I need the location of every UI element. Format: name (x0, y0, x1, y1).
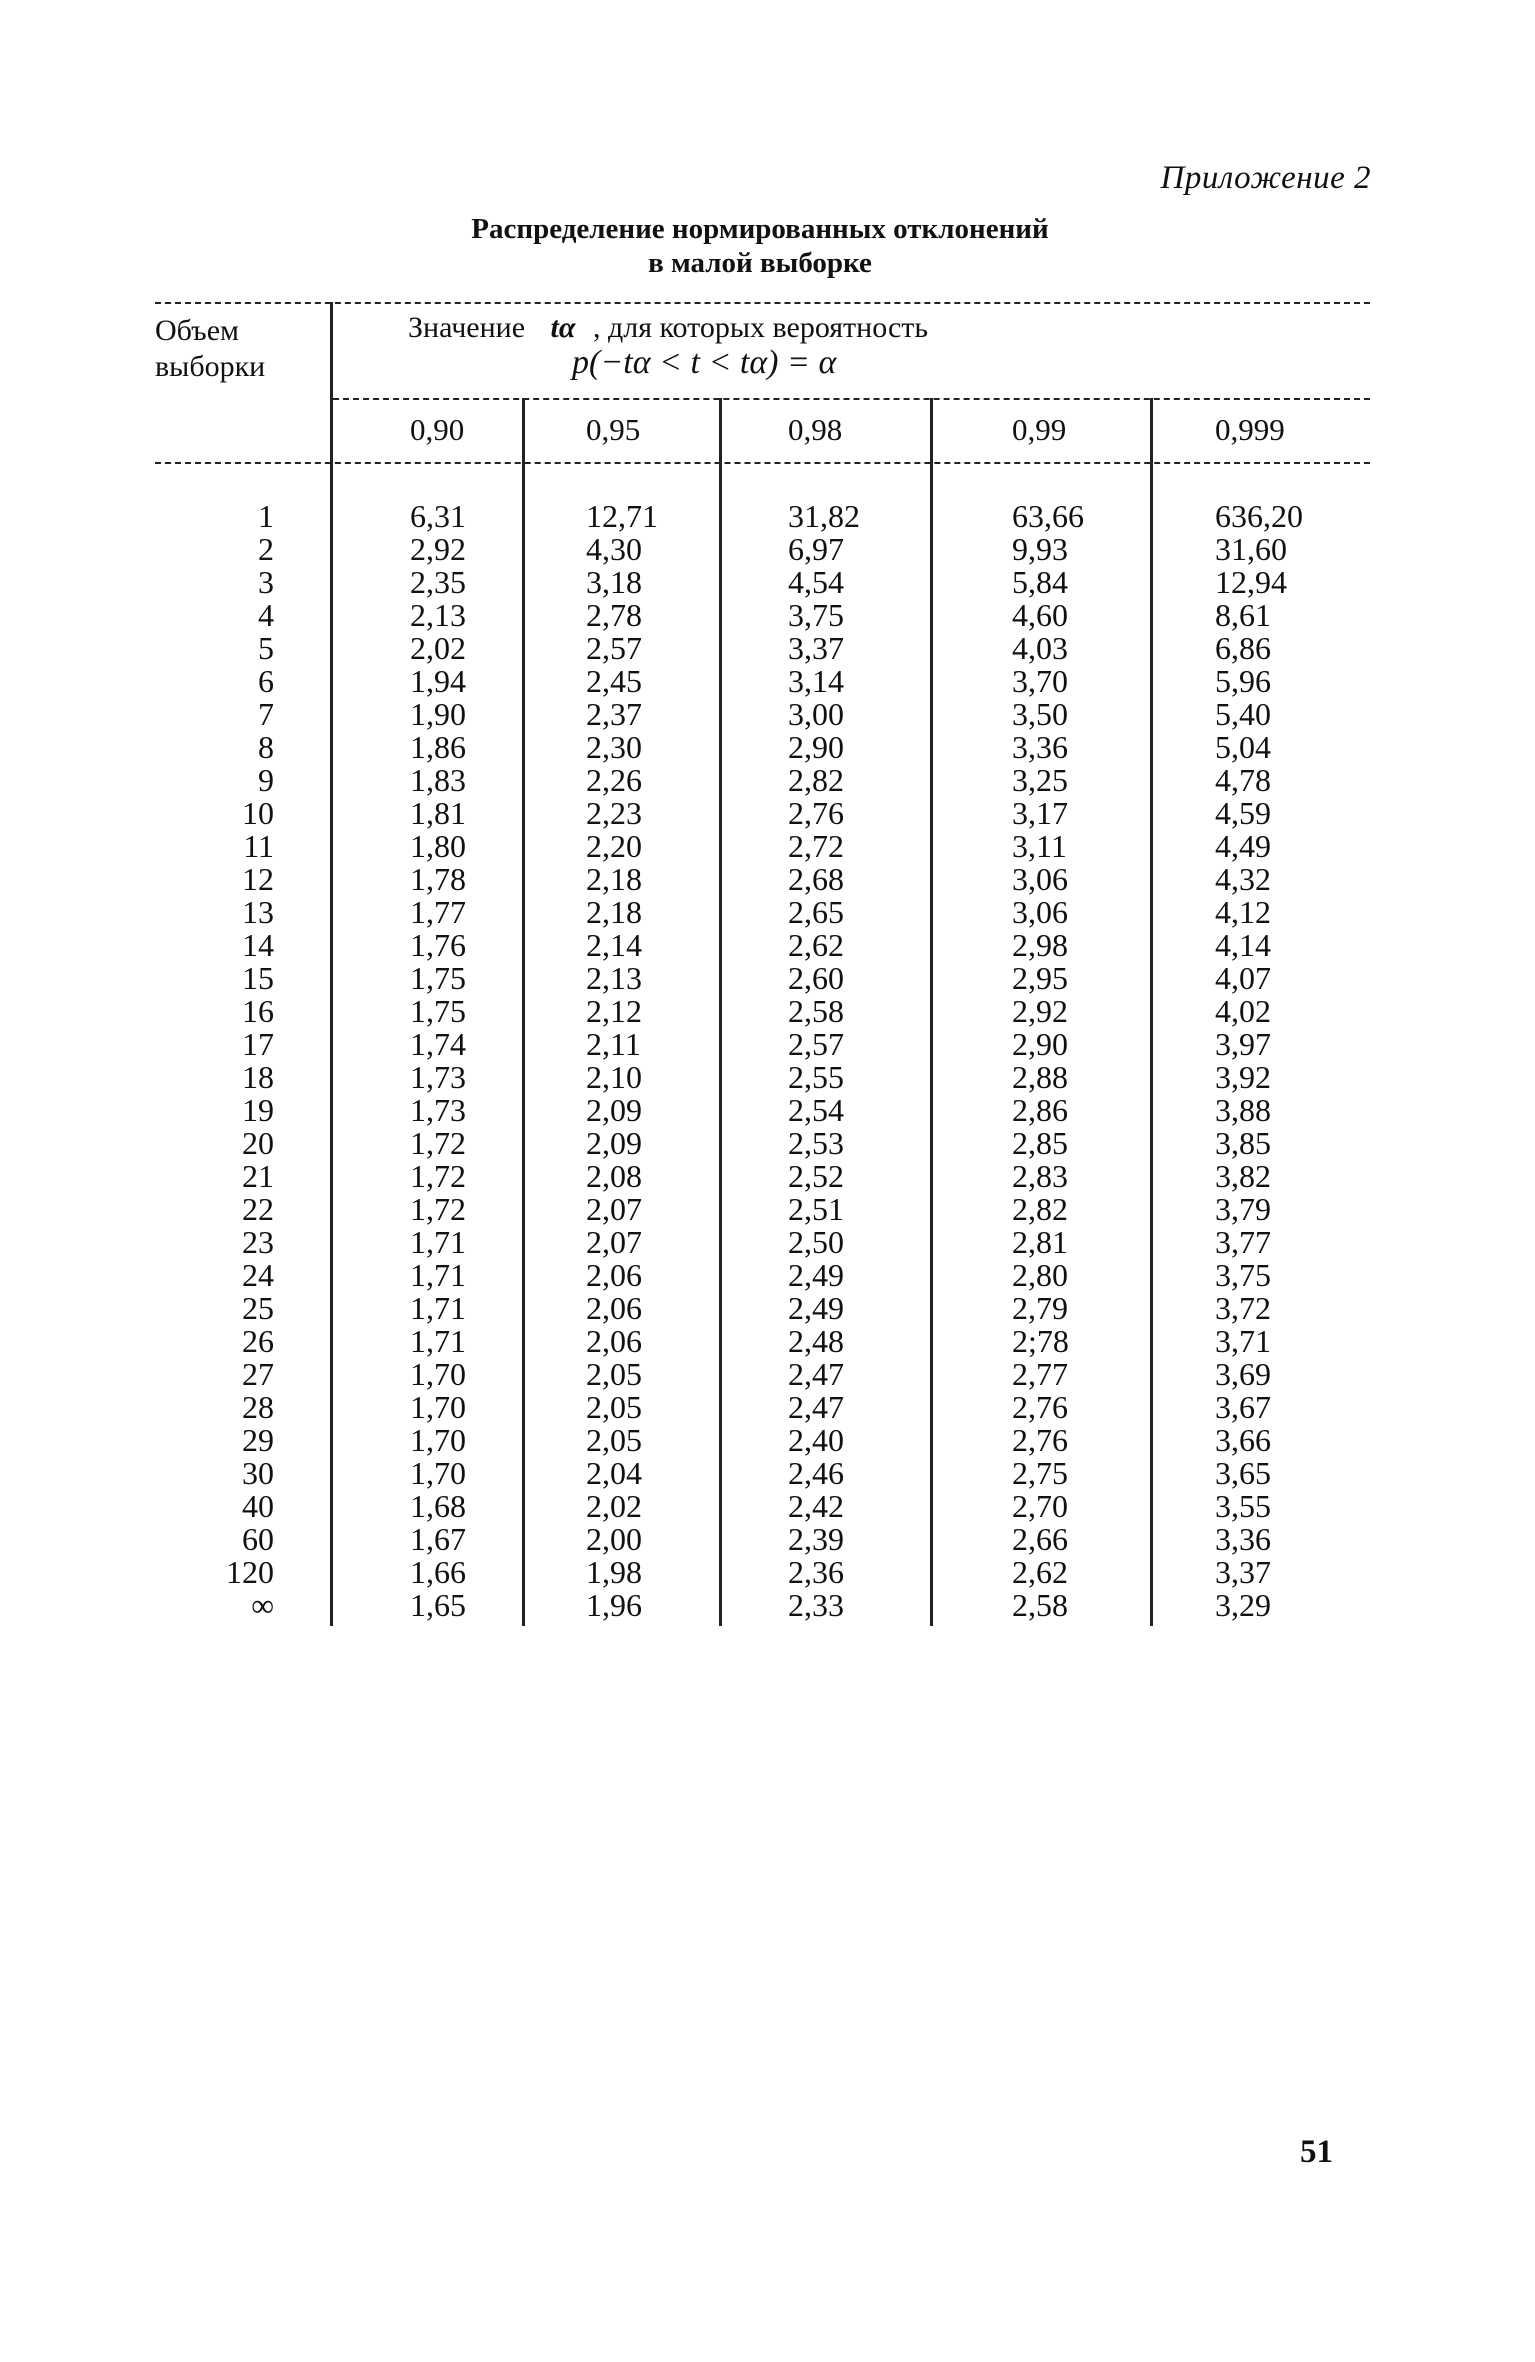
value-cell: 1,71 (410, 1257, 466, 1293)
value-cell: 2,00 (586, 1521, 642, 1557)
value-cell: 1,71 (410, 1290, 466, 1326)
value-cell: 2,76 (788, 795, 844, 831)
sample-size-cell: 20 (242, 1125, 274, 1161)
value-cell: 1,81 (410, 795, 466, 831)
value-cell: 2,48 (788, 1323, 844, 1359)
value-cell: 2,06 (586, 1257, 642, 1293)
sample-size-cell: 9 (258, 762, 274, 798)
value-cell: 4,03 (1012, 630, 1068, 666)
value-cell: 1,68 (410, 1488, 466, 1524)
value-cell: 2,92 (410, 531, 466, 567)
value-cell: 2,08 (586, 1158, 642, 1194)
sample-size-cell: 26 (242, 1323, 274, 1359)
value-cell: 2,80 (1012, 1257, 1068, 1293)
value-cell: 2,49 (788, 1290, 844, 1326)
value-cell: 2,90 (1012, 1026, 1068, 1062)
probability-formula: p(−tα < t < tα) = α (572, 344, 837, 381)
value-cell: 4,12 (1215, 894, 1271, 930)
sample-size-cell: 21 (242, 1158, 274, 1194)
value-cell: 3,29 (1215, 1587, 1271, 1623)
value-cell: 1,71 (410, 1323, 466, 1359)
value-cell: 1,83 (410, 762, 466, 798)
value-cell: 2,62 (788, 927, 844, 963)
value-cell: 6,97 (788, 531, 844, 567)
value-cell: 2,18 (586, 894, 642, 930)
value-cell: 2,81 (1012, 1224, 1068, 1260)
sample-size-cell: 23 (242, 1224, 274, 1260)
sample-size-cell: 40 (242, 1488, 274, 1524)
value-cell: 2,50 (788, 1224, 844, 1260)
sample-size-cell: 22 (242, 1191, 274, 1227)
sample-size-cell: 15 (242, 960, 274, 996)
value-cell: 3,75 (1215, 1257, 1271, 1293)
sample-size-cell: 4 (258, 597, 274, 633)
value-cell: 4,14 (1215, 927, 1271, 963)
sample-size-cell: 12 (242, 861, 274, 897)
sample-size-cell: 120 (226, 1554, 274, 1590)
sample-size-header (155, 313, 265, 385)
value-cell: 2,20 (586, 828, 642, 864)
value-cell: 3,18 (586, 564, 642, 600)
value-cell: 12,94 (1215, 564, 1287, 600)
value-cell: 2,98 (1012, 927, 1068, 963)
value-cell: 31,82 (788, 498, 860, 534)
value-cell: 3,82 (1215, 1158, 1271, 1194)
value-cell: 2,70 (1012, 1488, 1068, 1524)
value-cell: 2,09 (586, 1092, 642, 1128)
value-cell: 1,71 (410, 1224, 466, 1260)
value-cell: 2,65 (788, 894, 844, 930)
value-cell: 1,73 (410, 1092, 466, 1128)
sample-size-cell: 17 (242, 1026, 274, 1062)
value-cell: 2,02 (586, 1488, 642, 1524)
value-cell: 3,25 (1012, 762, 1068, 798)
value-cell: 1,86 (410, 729, 466, 765)
value-cell: 1,90 (410, 696, 466, 732)
value-cell: 3,88 (1215, 1092, 1271, 1128)
page-title (380, 212, 1140, 280)
sample-size-cell: 7 (258, 696, 274, 732)
value-cell: 2,13 (410, 597, 466, 633)
value-cell: 6,31 (410, 498, 466, 534)
value-cell: 2,06 (586, 1323, 642, 1359)
value-cell: 8,61 (1215, 597, 1271, 633)
value-cell: 2,77 (1012, 1356, 1068, 1392)
sample-size-header-line-1: Объем (155, 314, 239, 347)
value-cell: 2,53 (788, 1125, 844, 1161)
sample-size-cell: 28 (242, 1389, 274, 1425)
value-cell: 2,39 (788, 1521, 844, 1557)
value-cell: 2,82 (1012, 1191, 1068, 1227)
value-cell: 2,07 (586, 1224, 642, 1260)
sample-size-cell: 29 (242, 1422, 274, 1458)
value-cell: 2,57 (586, 630, 642, 666)
value-column-0.99 (1012, 500, 1084, 1622)
value-cell: 4,30 (586, 531, 642, 567)
value-cell: 2,36 (788, 1554, 844, 1590)
value-cell: 2,46 (788, 1455, 844, 1491)
value-cell: 3,00 (788, 696, 844, 732)
value-cell: 2,18 (586, 861, 642, 897)
value-cell: 1,75 (410, 960, 466, 996)
column-header-0.90: 0,90 (410, 412, 465, 447)
value-cell: 2,06 (586, 1290, 642, 1326)
value-cell: 2,83 (1012, 1158, 1068, 1194)
value-cell: 2,62 (1012, 1554, 1068, 1590)
value-cell: 1,72 (410, 1125, 466, 1161)
value-cell: 1,67 (410, 1521, 466, 1557)
value-cell: 3,06 (1012, 861, 1068, 897)
sample-size-cell: 1 (258, 498, 274, 534)
sample-size-cell: 25 (242, 1290, 274, 1326)
value-column-0.999 (1215, 500, 1303, 1622)
value-cell: 2,35 (410, 564, 466, 600)
value-cell: 2,92 (1012, 993, 1068, 1029)
value-cell: 2,04 (586, 1455, 642, 1491)
value-column-0.95 (586, 500, 658, 1622)
sample-size-column (150, 500, 274, 1622)
value-cell: 3,17 (1012, 795, 1068, 831)
value-cell: 6,86 (1215, 630, 1271, 666)
subheader-rule (333, 398, 1370, 400)
value-cell: 1,70 (410, 1455, 466, 1491)
value-cell: 2,66 (1012, 1521, 1068, 1557)
sample-size-cell: ∞ (251, 1587, 274, 1623)
value-column-0.98 (788, 500, 860, 1622)
value-cell: 2,05 (586, 1389, 642, 1425)
value-cell: 63,66 (1012, 498, 1084, 534)
value-cell: 1,70 (410, 1389, 466, 1425)
value-cell: 1,98 (586, 1554, 642, 1590)
value-cell: 3,50 (1012, 696, 1068, 732)
appendix-label: Приложение 2 (1160, 160, 1371, 196)
value-cell: 1,78 (410, 861, 466, 897)
value-cell: 3,79 (1215, 1191, 1271, 1227)
header-top-rule (155, 302, 1370, 304)
value-cell: 9,93 (1012, 531, 1068, 567)
value-cell: 2,45 (586, 663, 642, 699)
sample-size-cell: 3 (258, 564, 274, 600)
value-cell: 2,57 (788, 1026, 844, 1062)
span-header-prefix: Значение (408, 311, 526, 344)
column-header-0.95: 0,95 (586, 412, 641, 447)
value-cell: 3,75 (788, 597, 844, 633)
value-cell: 31,60 (1215, 531, 1287, 567)
divider-col-2 (719, 398, 722, 1626)
value-cell: 2,26 (586, 762, 642, 798)
value-cell: 2,68 (788, 861, 844, 897)
value-cell: 1,80 (410, 828, 466, 864)
sample-size-cell: 2 (258, 531, 274, 567)
value-cell: 2,05 (586, 1422, 642, 1458)
value-cell: 2,42 (788, 1488, 844, 1524)
value-cell: 2,23 (586, 795, 642, 831)
sample-size-cell: 10 (242, 795, 274, 831)
value-cell: 4,07 (1215, 960, 1271, 996)
value-cell: 4,60 (1012, 597, 1068, 633)
value-cell: 5,40 (1215, 696, 1271, 732)
value-cell: 2,37 (586, 696, 642, 732)
value-cell: 5,96 (1215, 663, 1271, 699)
value-cell: 2,33 (788, 1587, 844, 1623)
sample-size-cell: 27 (242, 1356, 274, 1392)
header-bottom-rule (155, 462, 1370, 464)
value-cell: 2,72 (788, 828, 844, 864)
value-cell: 3,14 (788, 663, 844, 699)
value-cell: 2,13 (586, 960, 642, 996)
value-cell: 2,58 (788, 993, 844, 1029)
value-cell: 2,47 (788, 1389, 844, 1425)
value-cell: 2,75 (1012, 1455, 1068, 1491)
value-cell: 3,85 (1215, 1125, 1271, 1161)
sample-size-cell: 16 (242, 993, 274, 1029)
value-cell: 12,71 (586, 498, 658, 534)
value-cell: 2,60 (788, 960, 844, 996)
divider-sizes (330, 302, 333, 1626)
value-cell: 5,84 (1012, 564, 1068, 600)
value-cell: 1,70 (410, 1356, 466, 1392)
value-cell: 2,88 (1012, 1059, 1068, 1095)
value-cell: 2,55 (788, 1059, 844, 1095)
value-cell: 2,52 (788, 1158, 844, 1194)
value-cell: 1,75 (410, 993, 466, 1029)
page-number: 51 (1300, 2134, 1333, 2170)
value-cell: 1,65 (410, 1587, 466, 1623)
value-cell: 4,54 (788, 564, 844, 600)
value-cell: 4,78 (1215, 762, 1271, 798)
value-cell: 3,67 (1215, 1389, 1271, 1425)
value-cell: 2,76 (1012, 1389, 1068, 1425)
column-header-0.99: 0,99 (1012, 412, 1067, 447)
value-cell: 2,40 (788, 1422, 844, 1458)
value-cell: 2,58 (1012, 1587, 1068, 1623)
value-cell: 2,76 (1012, 1422, 1068, 1458)
value-cell: 2,07 (586, 1191, 642, 1227)
column-header-0.98: 0,98 (788, 412, 843, 447)
value-cell: 2,82 (788, 762, 844, 798)
sample-size-cell: 14 (242, 927, 274, 963)
value-cell: 1,72 (410, 1158, 466, 1194)
divider-col-3 (930, 398, 933, 1626)
value-cell: 3,77 (1215, 1224, 1271, 1260)
value-cell: 3,97 (1215, 1026, 1271, 1062)
value-cell: 3,66 (1215, 1422, 1271, 1458)
value-cell: 3,69 (1215, 1356, 1271, 1392)
value-cell: 3,36 (1012, 729, 1068, 765)
divider-col-1 (522, 398, 525, 1626)
value-cell: 4,32 (1215, 861, 1271, 897)
value-cell: 1,94 (410, 663, 466, 699)
sample-size-cell: 60 (242, 1521, 274, 1557)
title-line-1: Распределение нормированных отклонений (471, 213, 1049, 245)
value-cell: 2,11 (586, 1026, 641, 1062)
value-cell: 2,09 (586, 1125, 642, 1161)
value-span-header (408, 310, 928, 346)
value-cell: 2,14 (586, 927, 642, 963)
value-cell: 4,49 (1215, 828, 1271, 864)
value-column-0.90 (410, 500, 466, 1622)
value-cell: 3,11 (1012, 828, 1067, 864)
divider-col-4 (1150, 398, 1153, 1626)
value-cell: 2;78 (1012, 1323, 1069, 1359)
value-cell: 2,54 (788, 1092, 844, 1128)
value-cell: 2,12 (586, 993, 642, 1029)
sample-size-header-line-2: выборки (155, 350, 266, 383)
value-cell: 2,86 (1012, 1092, 1068, 1128)
value-cell: 2,90 (788, 729, 844, 765)
value-cell: 1,96 (586, 1587, 642, 1623)
value-cell: 2,02 (410, 630, 466, 666)
value-cell: 636,20 (1215, 498, 1303, 534)
value-cell: 3,70 (1012, 663, 1068, 699)
value-cell: 1,70 (410, 1422, 466, 1458)
value-cell: 3,37 (1215, 1554, 1271, 1590)
value-cell: 3,36 (1215, 1521, 1271, 1557)
value-cell: 2,30 (586, 729, 642, 765)
sample-size-cell: 18 (242, 1059, 274, 1095)
value-cell: 2,78 (586, 597, 642, 633)
value-cell: 2,85 (1012, 1125, 1068, 1161)
value-cell: 2,47 (788, 1356, 844, 1392)
value-cell: 2,95 (1012, 960, 1068, 996)
value-cell: 1,66 (410, 1554, 466, 1590)
sample-size-cell: 13 (242, 894, 274, 930)
sample-size-cell: 24 (242, 1257, 274, 1293)
sample-size-cell: 5 (258, 630, 274, 666)
value-cell: 2,79 (1012, 1290, 1068, 1326)
sample-size-cell: 8 (258, 729, 274, 765)
value-cell: 2,49 (788, 1257, 844, 1293)
span-header-suffix: , для которых вероятность (592, 311, 929, 344)
value-cell: 3,72 (1215, 1290, 1271, 1326)
value-cell: 5,04 (1215, 729, 1271, 765)
value-cell: 4,02 (1215, 993, 1271, 1029)
value-cell: 4,59 (1215, 795, 1271, 831)
value-cell: 3,55 (1215, 1488, 1271, 1524)
value-cell: 2,51 (788, 1191, 844, 1227)
value-cell: 3,06 (1012, 894, 1068, 930)
value-cell: 3,37 (788, 630, 844, 666)
value-cell: 1,74 (410, 1026, 466, 1062)
value-cell: 1,73 (410, 1059, 466, 1095)
value-cell: 3,71 (1215, 1323, 1271, 1359)
span-header-symbol: tα (550, 311, 576, 344)
sample-size-cell: 11 (243, 828, 274, 864)
sample-size-cell: 6 (258, 663, 274, 699)
value-cell: 3,65 (1215, 1455, 1271, 1491)
value-cell: 1,77 (410, 894, 466, 930)
sample-size-cell: 30 (242, 1455, 274, 1491)
value-cell: 2,05 (586, 1356, 642, 1392)
value-cell: 1,72 (410, 1191, 466, 1227)
value-cell: 2,10 (586, 1059, 642, 1095)
title-line-2: в малой выборке (648, 247, 872, 279)
value-cell: 1,76 (410, 927, 466, 963)
sample-size-cell: 19 (242, 1092, 274, 1128)
column-header-0.999: 0,999 (1215, 412, 1285, 447)
value-cell: 3,92 (1215, 1059, 1271, 1095)
